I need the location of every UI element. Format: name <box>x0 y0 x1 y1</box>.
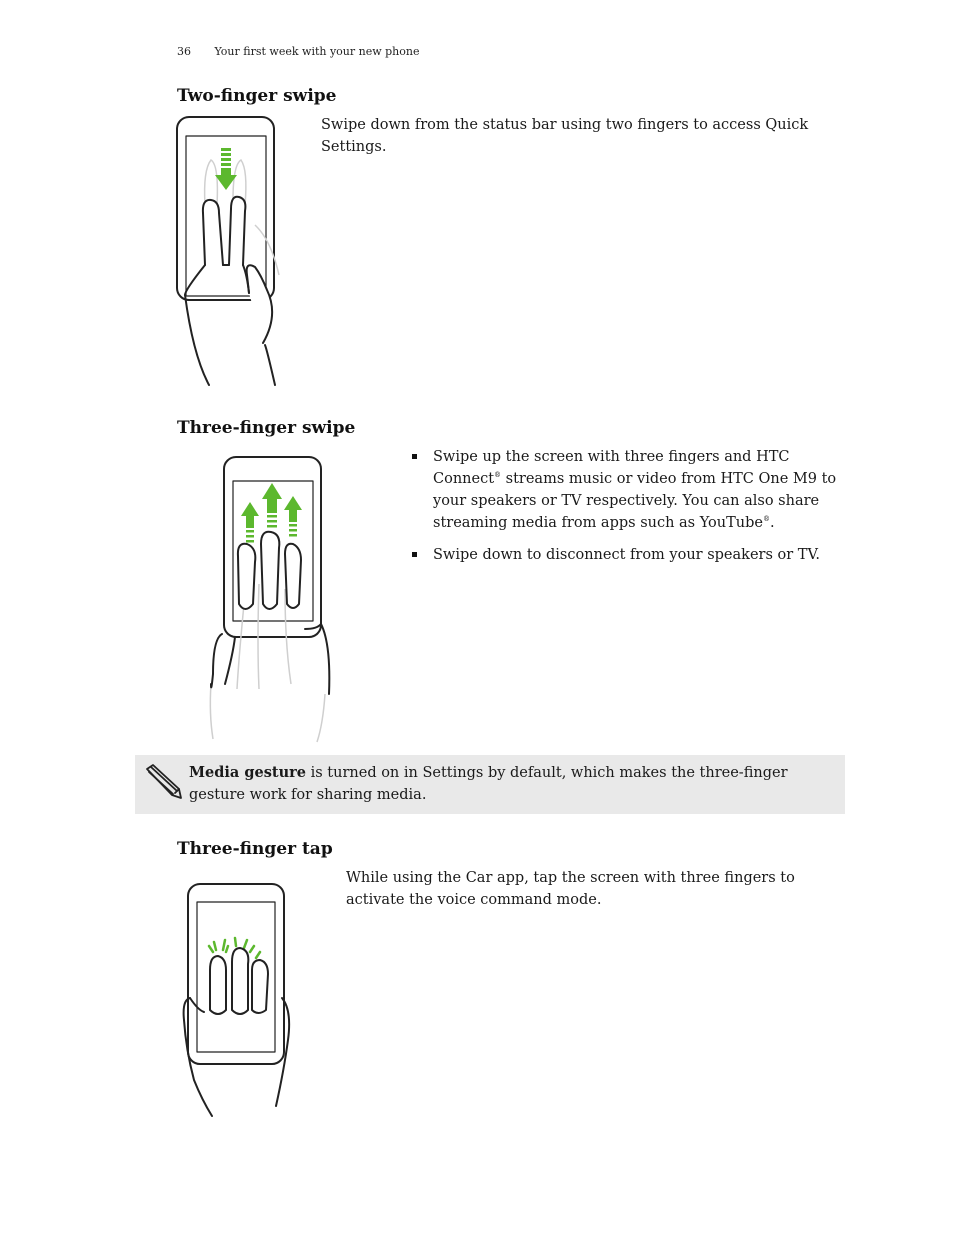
note-bold-term: Media gesture <box>189 764 306 781</box>
three-finger-tap-text: While using the Car app, tap the screen with three fingers to activate the voice command mode. <box>346 870 795 908</box>
bullet-text-part: . <box>770 515 775 531</box>
page-header <box>177 45 419 58</box>
bullet-square-icon <box>412 454 417 459</box>
two-finger-swipe-illustration <box>175 115 285 390</box>
bullet-text: Swipe down to disconnect from your speakers or TV. <box>433 547 820 563</box>
bullet-item <box>410 544 840 566</box>
two-finger-swipe-text: Swipe down from the status bar using two fingers to access Quick Settings. <box>321 117 809 155</box>
heading-three-finger-tap: Three-finger tap <box>177 839 333 859</box>
note-text <box>189 762 839 806</box>
bullet-square-icon <box>412 552 417 557</box>
bullet-text-part: streams music or video from HTC One M9 to your speakers or TV respectively. You can also share streaming media from apps such as YouTube <box>433 471 837 531</box>
heading-three-finger-swipe: Three-finger swipe <box>177 418 356 438</box>
registered-mark: ® <box>763 515 770 524</box>
three-finger-swipe-bullets <box>410 446 840 576</box>
pencil-icon <box>143 763 183 801</box>
chapter-title: Your first week with your new phone <box>214 45 420 58</box>
heading-two-finger-swipe: Two-finger swipe <box>177 86 337 106</box>
page-number: 36 <box>177 45 191 58</box>
three-finger-tap-illustration <box>180 880 295 1120</box>
bullet-item <box>410 446 840 534</box>
note-body: is turned on in Settings by default, which makes the three-finger gesture work for sharing media. <box>189 765 788 803</box>
three-finger-swipe-illustration <box>205 454 335 744</box>
note-box <box>135 755 845 814</box>
registered-mark: ® <box>494 471 502 480</box>
bullet-text-part: Swipe up the screen with three fingers and HTC Connect <box>433 449 790 487</box>
